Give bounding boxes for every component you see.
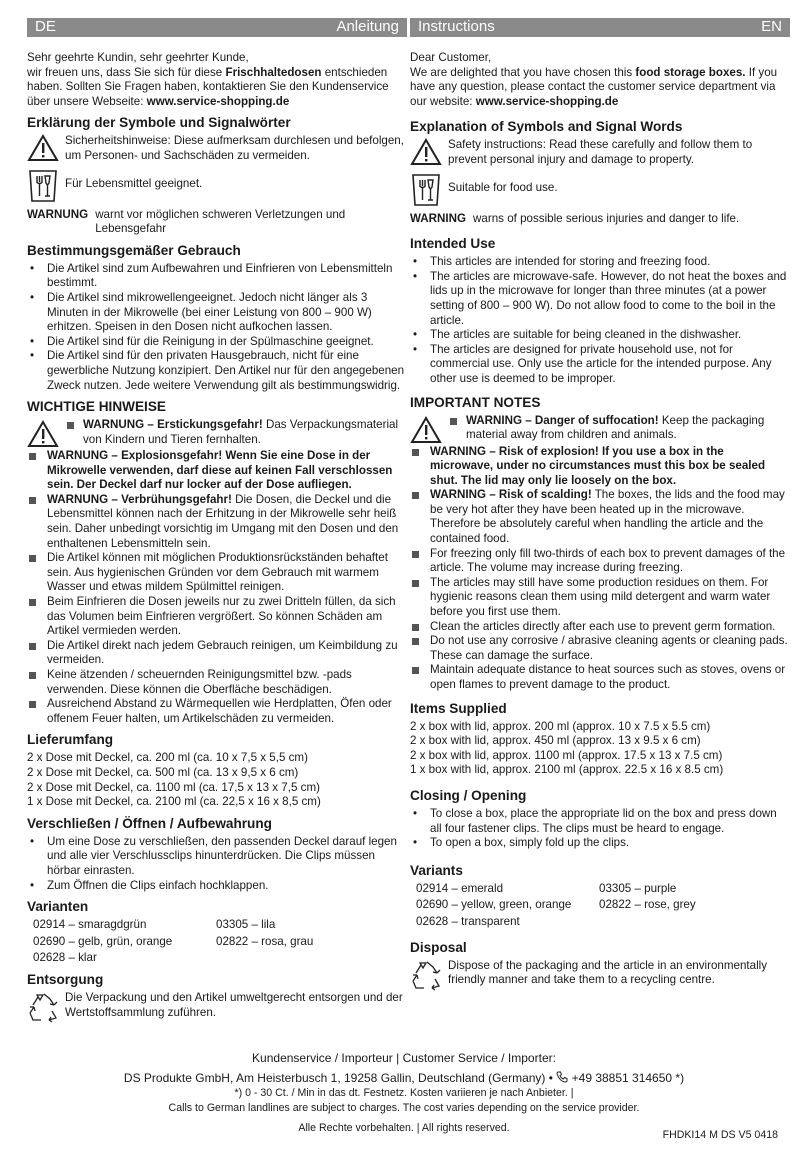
german-variants-grid — [27, 918, 407, 966]
english-note-suffocation — [410, 414, 790, 444]
variant-item: 02822 – rosa, grau — [216, 934, 314, 948]
variant-item: 03305 – lila — [216, 918, 276, 932]
english-variants-grid — [410, 882, 790, 930]
variant-item: 02628 – klar — [33, 951, 97, 965]
german-safety-text: Sicherheitshinweise: Diese aufmerksam durchlesen und befolgen, um Personen- und Sachschäden zu vermeiden. — [65, 134, 404, 162]
list-item: • To close a box, place the appropriate lid on the box and press down all four fastener clips. The clips must be heard to engage. — [410, 807, 790, 836]
list-item: • The articles are suitable for being cleaned in the dishwasher. — [410, 328, 790, 343]
german-warning-keyword: WARNUNG — [27, 207, 89, 221]
footer-cost-note-de: *) 0 - 30 Ct. / Min in das dt. Festnetz. Kosten variieren je nach Anbieter. | — [234, 1087, 574, 1099]
english-safety-symbol-row — [410, 138, 790, 167]
german-food-symbol-row — [27, 169, 407, 203]
english-closing-list — [410, 807, 790, 851]
english-disposal-row — [410, 959, 790, 991]
list-item: Ausreichend Abstand zu Wärmequellen wie Herdplatten, Öfen oder offenem Feuer halten, um Artikelschäden zu vermeiden. — [27, 697, 407, 726]
variant-item: 02914 – smaragdgrün — [33, 918, 147, 932]
list-item: Die Artikel direkt nach jedem Gebrauch reinigen, um Keimbildung zu vermeiden. — [27, 639, 407, 668]
footer-company-address: DS Produkte GmbH, Am Heisterbusch 1, 19258 Gallin, Deutschland (Germany) • — [123, 1071, 557, 1085]
german-greeting: Sehr geehrte Kundin, sehr geehrter Kunde, — [27, 51, 249, 64]
list-item: • Die Artikel sind für den privaten Hausgebrauch, nicht für eine gewerbliche Nutzung konzipiert. Den Artikel nur für den angegebenen Zweck nutzen. Jede weitere Verwendung gilt als bestimmungswidrig. — [27, 349, 407, 393]
list-item: • Zum Öffnen die Clips einfach hochklappen. — [27, 879, 407, 894]
variant-item: 02822 – rose, grey — [599, 898, 696, 912]
variant-item: 02628 – transparent — [416, 914, 520, 928]
list-item — [27, 493, 407, 551]
english-safety-text: Safety instructions: Read these carefully and follow them to prevent personal injury and damage to property. — [448, 138, 753, 166]
german-food-text: Für Lebensmittel geeignet. — [65, 176, 203, 190]
warning-triangle-icon — [27, 134, 59, 162]
german-website-link[interactable]: www.service-shopping.de — [146, 94, 290, 108]
english-variants-title: Variants — [410, 862, 463, 878]
english-warning-keyword: WARNING — [410, 211, 467, 225]
phone-icon — [556, 1071, 568, 1083]
recycling-icon — [27, 991, 61, 1023]
english-note1-text: Keep the packaging material away from children and animals. — [466, 413, 765, 442]
german-safety-symbol-row — [27, 134, 407, 163]
list-item: Do not use any corrosive / abrasive cleaning agents or cleaning pads. These can damage the surface. — [410, 634, 790, 663]
food-safe-icon — [410, 173, 442, 207]
english-note1-bold: WARNING – Danger of suffocation! — [466, 413, 659, 427]
german-use-title: Bestimmungsgemäßer Gebrauch — [27, 242, 241, 258]
german-disposal-text: Die Verpackung und den Artikel umweltgerecht entsorgen und der Wertstoffsammlung zuführen. — [65, 990, 403, 1019]
german-closing-title: Verschließen / Öffnen / Aufbewahrung — [27, 815, 272, 831]
list-item: 2 x Dose mit Deckel, ca. 200 ml (ca. 10 x 7,5 x 5,5 cm) — [27, 751, 308, 765]
english-header-bar — [410, 18, 790, 37]
english-food-symbol-row — [410, 173, 790, 207]
footer-address — [0, 1070, 808, 1086]
list-item: The articles may still have some production residues on them. For hygienic reasons clean them using mild detergent and warm water before you first use them. — [410, 576, 790, 620]
german-closing-list — [27, 835, 407, 893]
english-disposal-title: Disposal — [410, 939, 467, 955]
variant-item: 02690 – yellow, green, orange — [416, 898, 572, 912]
list-item: • To open a box, simply fold up the clips. — [410, 836, 790, 851]
english-greeting: Dear Customer, — [410, 51, 492, 64]
german-warning-definition — [27, 208, 407, 237]
list-item: • This articles are intended for storing and freezing food. — [410, 255, 790, 270]
english-header-title: Instructions — [418, 18, 495, 36]
german-intro-text: wir freuen uns, dass Sie sich für diese — [27, 65, 226, 79]
english-closing-title: Closing / Opening — [410, 787, 527, 803]
english-intro — [410, 51, 790, 109]
german-header-bar — [27, 18, 407, 37]
list-item: 2 x Dose mit Deckel, ca. 500 ml (ca. 13 x 9,5 x 6 cm) — [27, 765, 299, 779]
list-item: 2 x Dose mit Deckel, ca. 1100 ml (ca. 17,5 x 13 x 7,5 cm) — [27, 780, 320, 794]
warning-triangle-icon — [410, 138, 442, 166]
footer — [0, 1050, 808, 1136]
variant-item: 02690 – gelb, grün, orange — [33, 934, 173, 948]
german-notes-list — [27, 449, 407, 726]
english-notes-list — [410, 445, 790, 693]
german-variants-title: Varianten — [27, 899, 89, 915]
list-item: • Um eine Dose zu verschließen, den passenden Deckel darauf legen und alle vier Verschlussclips hinunterdrücken. Die Clips müssen hörbar einrasten. — [27, 835, 407, 879]
german-intro-text-2: entschieden haben. Sollten Sie Fragen haben, kontaktieren Sie den Kundenservice über unsere Webseite: — [27, 65, 389, 108]
english-column — [410, 18, 790, 991]
german-header-title: Anleitung — [336, 18, 399, 36]
footer-cost-note-en: Calls to German landlines are subject to charges. The cost varies depending on the service provider. — [168, 1102, 640, 1114]
english-intro-text: We are delighted that you have chosen this — [410, 65, 636, 79]
german-symbols-title: Erklärung der Symbole und Signalwörter — [27, 115, 291, 131]
german-note2-bold: WARNUNG – Explosionsgefahr! Wenn Sie eine Dose in der Mikrowelle verwenden, darf diese auf keinen Fall verschlossen sein. Der Deckel darf nur locker auf der Dose aufliegen. — [47, 449, 393, 492]
list-item: 2 x box with lid, approx. 1100 ml (approx. 17.5 x 13 x 7.5 cm) — [410, 748, 723, 762]
german-warning-text: warnt vor möglichen schweren Verletzungen und Lebensgefahr — [95, 207, 346, 236]
footer-phone-number[interactable]: +49 38851 314650 *) — [568, 1071, 685, 1085]
food-safe-icon — [27, 169, 59, 203]
english-use-title: Intended Use — [410, 236, 496, 252]
german-header-lang: DE — [35, 18, 56, 36]
list-item: Die Artikel können mit möglichen Produktionsrückständen behaftet sein. Aus hygienischen Gründen vor dem Gebrauch mit warmem Wasser und etwas mildem Spülmittel reinigen. — [27, 551, 407, 595]
recycling-icon — [410, 959, 444, 991]
list-item: Clean the articles directly after each use to prevent germ formation. — [410, 620, 790, 635]
german-disposal-title: Entsorgung — [27, 971, 104, 987]
english-intro-text-2: If you have any question, please contact the customer service department via our website: — [410, 65, 778, 108]
english-disposal-text: Dispose of the packaging and the article in an environmentally friendly manner and take them to a recycling centre. — [448, 958, 768, 987]
english-note3-bold: WARNING – Risk of scalding! — [430, 488, 592, 502]
german-note-suffocation — [27, 418, 407, 448]
english-supplied-list — [410, 720, 790, 778]
german-use-list — [27, 262, 407, 393]
list-item: 1 x box with lid, approx. 2100 ml (approx. 22.5 x 16 x 8.5 cm) — [410, 763, 724, 777]
list-item: Maintain adequate distance to heat sources such as stoves, ovens or open flames to prevent damage to the product. — [410, 663, 790, 692]
english-warning-text: warns of possible serious injuries and danger to life. — [473, 211, 740, 225]
english-header-lang: EN — [761, 18, 782, 36]
list-item: • The articles are microwave-safe. However, do not heat the boxes and lids up in the microwave for longer than three minutes (at a power setting of 800 – 900 W). Do not allow food to come to the boil in the article. — [410, 270, 790, 328]
german-note3-text: Die Dosen, die Deckel und die Lebensmittel können nach der Erhitzung in der Mikrowelle sehr heiß sein. Daher unbedingt vorsichtig im Umgang mit den Dosen und den enthaltenen Lebensmitteln sein. — [47, 492, 399, 550]
german-supplied-list — [27, 751, 407, 809]
list-item: 2 x box with lid, approx. 200 ml (approx. 10 x 7.5 x 5.5 cm) — [410, 719, 711, 733]
list-item — [27, 449, 407, 493]
english-food-text: Suitable for food use. — [448, 180, 558, 194]
list-item: • Die Artikel sind für die Reinigung in der Spülmaschine geeignet. — [27, 335, 407, 350]
variant-item: 03305 – purple — [599, 881, 677, 895]
list-item: Keine ätzenden / scheuernden Reinigungsmittel bzw. -pads verwenden. Diese können die Oberfläche beschädigen. — [27, 668, 407, 697]
list-item: • The articles are designed for private household use, not for commercial use. Only use the article for the intended purpose. Any other use is deemed to be improper. — [410, 343, 790, 387]
german-column — [27, 18, 407, 1023]
german-note1-bold: WARNUNG – Erstickungsgefahr! — [83, 418, 263, 432]
german-notes-title: WICHTIGE HINWEISE — [27, 399, 166, 415]
german-note1-text: Das Verpackungsmaterial von Kindern und Tieren fernhalten. — [83, 418, 399, 446]
footer-service-title: Kundenservice / Importeur | Customer Service / Importer: — [252, 1051, 556, 1065]
english-note3-text: The boxes, the lids and the food may be very hot after they have been heated up in the microwave. Therefore be absolutely careful when handling the article and the contained food. — [430, 488, 785, 546]
list-item: 1 x Dose mit Deckel, ca. 2100 ml (ca. 22,5 x 16 x 8,5 cm) — [27, 795, 321, 809]
list-item — [410, 445, 790, 489]
variant-item: 02914 – emerald — [416, 881, 504, 895]
list-item: For freezing only fill two-thirds of each box to prevent damages of the article. The volume may increase during freezing. — [410, 547, 790, 576]
list-item: 2 x box with lid, approx. 450 ml (approx. 13 x 9.5 x 6 cm) — [410, 734, 701, 748]
list-item: • Die Artikel sind mikrowellengeeignet. Jedoch nicht länger als 3 Minuten in der Mikrowelle (bei einer Leistung von 800 – 900 W) erhitzen. Speisen in den Dosen nicht aufkochen lassen. — [27, 291, 407, 335]
english-note2-bold: WARNING – Risk of explosion! If you use a box in the microwave, under no circumstances must this box be sealed shut. The lid may only lie loosely on the box. — [430, 444, 766, 487]
german-disposal-row — [27, 991, 407, 1023]
german-note3-bold: WARNUNG – Verbrühungsgefahr! — [47, 492, 232, 506]
english-use-list — [410, 255, 790, 386]
english-supplied-title: Items Supplied — [410, 700, 507, 716]
german-intro — [27, 51, 407, 109]
list-item: • Die Artikel sind zum Aufbewahren und Einfrieren von Lebensmitteln bestimmt. — [27, 262, 407, 291]
english-website-link[interactable]: www.service-shopping.de — [475, 94, 619, 108]
warning-triangle-icon — [27, 420, 59, 448]
list-item — [410, 488, 790, 546]
english-symbols-title: Explanation of Symbols and Signal Words — [410, 119, 683, 135]
footer-rights: Alle Rechte vorbehalten. | All rights reserved. — [298, 1122, 510, 1134]
english-notes-title: IMPORTANT NOTES — [410, 394, 541, 410]
german-product-name: Frischhaltedosen — [225, 65, 322, 79]
english-product-name: food storage boxes. — [635, 65, 746, 79]
document-id: FHDKI14 M DS V5 0418 — [662, 1129, 778, 1141]
warning-triangle-icon — [410, 416, 442, 444]
list-item: Beim Einfrieren die Dosen jeweils nur zu zwei Dritteln füllen, da sich das Volumen beim Einfrieren vergrößert. So können Schäden am Artikel vermieden werden. — [27, 595, 407, 639]
english-warning-definition — [410, 212, 790, 227]
german-supplied-title: Lieferumfang — [27, 732, 114, 748]
